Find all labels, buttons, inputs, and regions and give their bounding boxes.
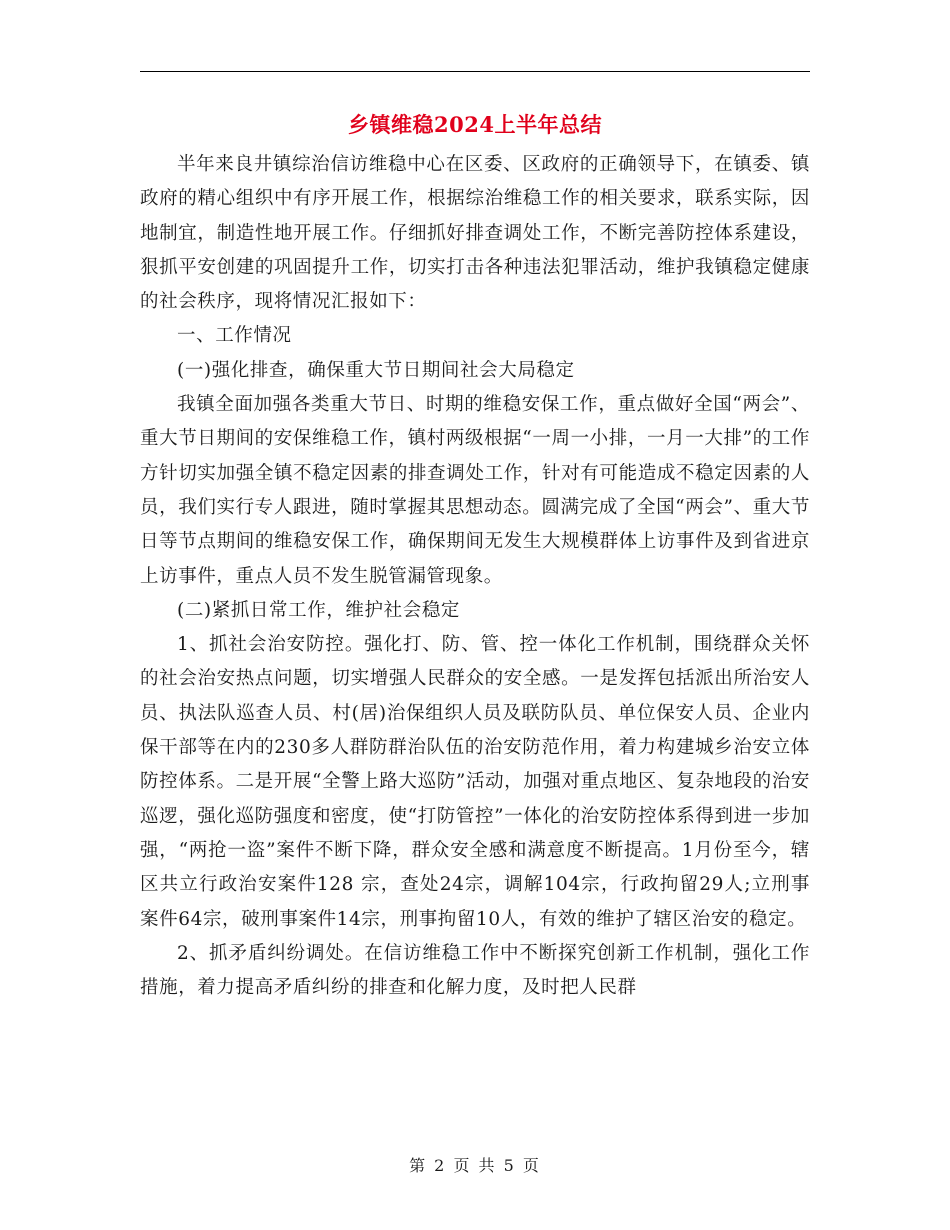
body-paragraph-dispute-mediation: 2、抓矛盾纠纷调处。在信访维稳工作中不断探究创新工作机制，强化工作措施，着力提高矛盾纠纷的排查和化解力度，及时把人民群 xyxy=(140,942,810,999)
body-paragraph-holiday-security: 我镇全面加强各类重大节日、时期的维稳安保工作，重点做好全国“两会”、重大节日期间的安保维稳工作，镇村两级根据“一周一小排，一月一大排”的工作方针切实加强全镇不稳定因素的排查调处工作，针对有可能造成不稳定因素的人员，我们实行专人跟进，随时掌握其思想动态。圆满完成了全国“两会”、重大节日等节点期间的维稳安保工作，确保期间无发生大规模群体上访事件及到省进京上访事件，重点人员不发生脱管漏管现象。 xyxy=(140,394,810,587)
body-paragraph-public-security: 1、抓社会治安防控。强化打、防、管、控一体化工作机制，围绕群众关怀的社会治安热点问题，切实增强人民群众的安全感。一是发挥包括派出所治安人员、执法队巡查人员、村(居)治保组织人员及联防队员、单位保安人员、企业内保干部等在内的230多人群防群治队伍的治安防范作用，着力构建城乡治安立体防控体系。二是开展“全警上路大巡防”活动，加强对重点地区、复杂地段的治安巡逻，强化巡防强度和密度，使“打防管控”一体化的治安防控体系得到进一步加强，“两抢一盗”案件不断下降，群众安全感和满意度不断提高。1月份至今，辖区共立行政治安案件128 宗，查处24宗，调解104宗，行政拘留29人;立刑事案件64宗，破刑事案件14宗，刑事拘留10人，有效的维护了辖区治安的稳定。 xyxy=(140,634,810,930)
page-number-footer: 第 2 页 共 5 页 xyxy=(409,1156,541,1175)
document-title: 乡镇维稳2024上半年总结 xyxy=(348,112,602,137)
header-rule xyxy=(140,71,810,72)
document-body xyxy=(140,106,810,1005)
intro-paragraph: 半年来良井镇综治信访维稳中心在区委、区政府的正确领导下，在镇委、镇政府的精心组织中有序开展工作，根据综治维稳工作的相关要求，联系实际，因地制宜，制造性地开展工作。仔细抓好排查调处工作，不断完善防控体系建设，狠抓平安创建的巩固提升工作，切实打击各种违法犯罪活动，维护我镇稳定健康的社会秩序，现将情况汇报如下： xyxy=(140,154,810,313)
subsection-heading-1: (一)强化排查，确保重大节日期间社会大局稳定 xyxy=(177,359,575,381)
subsection-heading-2: (二)紧抓日常工作，维护社会稳定 xyxy=(177,599,461,621)
section-heading-work-status: 一、工作情况 xyxy=(177,325,292,347)
